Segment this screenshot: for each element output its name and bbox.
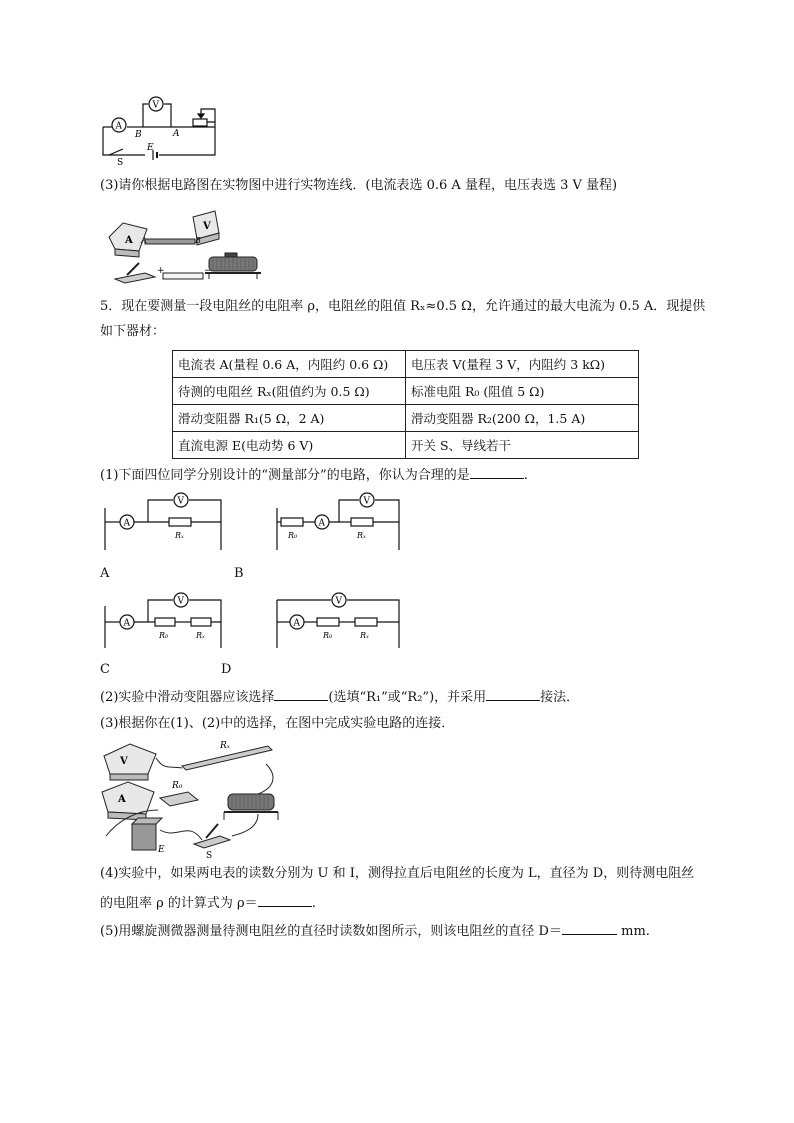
rx-label: Rₓ bbox=[357, 531, 366, 540]
voltmeter-label: V bbox=[363, 496, 370, 507]
problem5-line1: 5．现在要测量一段电阻丝的电阻率 ρ，电阻丝的阻值 Rₓ≈0.5 Ω，允许通过的最大电流为 0.5 A．现提供 bbox=[100, 299, 706, 314]
switch-label: S bbox=[117, 158, 124, 168]
ammeter-label: A bbox=[115, 121, 122, 132]
option-b-label: B bbox=[234, 566, 244, 581]
photo2-switch-label: S bbox=[206, 851, 213, 861]
rx-label: Rₓ bbox=[196, 631, 205, 640]
photo1-plus-label: + bbox=[157, 266, 165, 276]
voltmeter-label: V bbox=[335, 596, 342, 607]
option-d-label: D bbox=[221, 662, 232, 677]
question-4-text: 的电阻率 ρ 的计算式为 ρ＝ bbox=[100, 896, 258, 911]
answer-blank[interactable] bbox=[562, 920, 617, 935]
node-a-label: A bbox=[173, 129, 180, 139]
circuit-option-b bbox=[275, 490, 405, 552]
answer-blank[interactable] bbox=[274, 686, 328, 701]
photo1-voltmeter-label: V bbox=[203, 221, 211, 232]
question-4-line1: (4)实验中，如果两电表的读数分别为 U 和 I，测得拉直后电阻丝的长度为 L，直径为 D，则待测电阻丝 bbox=[100, 866, 695, 881]
photo2-source-label: E bbox=[158, 845, 165, 855]
photo1-wire-a-label: A bbox=[141, 236, 147, 245]
question-5 bbox=[100, 920, 650, 942]
table-cell: 电压表 V(量程 3 V，内阻约 3 kΩ) bbox=[406, 351, 639, 378]
circuit-option-c bbox=[103, 588, 228, 650]
question-2 bbox=[100, 686, 579, 708]
voltmeter-label: V bbox=[177, 496, 184, 507]
photo2-r0-label: R₀ bbox=[172, 781, 183, 791]
table-cell: 待测的电阻丝 Rₓ(阻值约为 0.5 Ω) bbox=[173, 378, 406, 405]
question-1-text: (1)下面四位同学分别设计的“测量部分”的电路，你认为合理的是 bbox=[100, 468, 470, 483]
question-1-end: . bbox=[523, 468, 528, 483]
answer-blank[interactable] bbox=[470, 464, 524, 479]
ammeter-label: A bbox=[123, 518, 130, 529]
circuit-option-d bbox=[275, 588, 405, 650]
question-3b: (3)根据你在(1)、(2)中的选择，在图中完成实验电路的连接． bbox=[100, 716, 455, 731]
question-2-text-1: (2)实验中滑动变阻器应该选择 bbox=[100, 690, 275, 705]
source-label: E bbox=[147, 143, 154, 153]
voltmeter-label: V bbox=[152, 100, 159, 111]
table-cell: 直流电源 E(电动势 6 V) bbox=[173, 432, 406, 459]
question-5-text: (5)用螺旋测微器测量待测电阻丝的直径时读数如图所示，则该电阻丝的直径 D＝ bbox=[100, 924, 562, 939]
option-c-label: C bbox=[100, 662, 110, 677]
option-a-label: A bbox=[100, 566, 110, 581]
question-1 bbox=[100, 464, 528, 486]
table-cell: 标准电阻 R₀ (阻值 5 Ω) bbox=[406, 378, 639, 405]
circuit-option-a bbox=[103, 490, 228, 552]
question-4-line2 bbox=[100, 892, 316, 914]
question-4-end: . bbox=[311, 896, 316, 911]
problem5-line2: 如下器材： bbox=[100, 324, 166, 339]
table-cell: 电流表 A(量程 0.6 A，内阻约 0.6 Ω) bbox=[173, 351, 406, 378]
equipment-table bbox=[172, 350, 639, 459]
equipment-photo-1 bbox=[105, 207, 275, 285]
answer-blank[interactable] bbox=[486, 686, 540, 701]
ammeter-label: A bbox=[318, 518, 325, 529]
table-row bbox=[173, 405, 639, 432]
r0-label: R₀ bbox=[323, 631, 333, 640]
r0-label: R₀ bbox=[288, 531, 298, 540]
rx-label: Rₓ bbox=[175, 531, 184, 540]
photo2-voltmeter-label: V bbox=[120, 756, 128, 767]
photo2-rx-label: Rₓ bbox=[220, 741, 230, 751]
voltmeter-label: V bbox=[177, 596, 184, 607]
table-row bbox=[173, 432, 639, 459]
photo1-minus-label: − bbox=[204, 266, 212, 276]
photo1-wire-b-label: B bbox=[195, 236, 201, 245]
table-row bbox=[173, 378, 639, 405]
top-circuit-diagram bbox=[95, 92, 225, 167]
ammeter-label: A bbox=[293, 618, 300, 629]
question-5-unit: mm. bbox=[621, 924, 650, 939]
q3-intro: (3)请你根据电路图在实物图中进行实物连线．(电流表选 0.6 A 量程，电压表选 3 V 量程) bbox=[100, 178, 618, 193]
table-cell: 滑动变阻器 R₂(200 Ω，1.5 A) bbox=[406, 405, 639, 432]
node-b-label: B bbox=[135, 130, 142, 140]
answer-blank[interactable] bbox=[258, 892, 312, 907]
ammeter-label: A bbox=[123, 618, 130, 629]
table-cell: 开关 S、导线若干 bbox=[406, 432, 639, 459]
rx-label: Rₓ bbox=[360, 631, 369, 640]
table-row bbox=[173, 351, 639, 378]
photo2-ammeter-label: A bbox=[118, 794, 126, 805]
equipment-photo-2 bbox=[98, 740, 288, 860]
question-2-text-3: 接法． bbox=[540, 690, 580, 705]
question-2-text-2: (选填“R₁”或“R₂”)，并采用 bbox=[328, 690, 487, 705]
table-cell: 滑动变阻器 R₁(5 Ω，2 A) bbox=[173, 405, 406, 432]
r0-label: R₀ bbox=[159, 631, 169, 640]
photo1-ammeter-label: A bbox=[125, 235, 133, 246]
